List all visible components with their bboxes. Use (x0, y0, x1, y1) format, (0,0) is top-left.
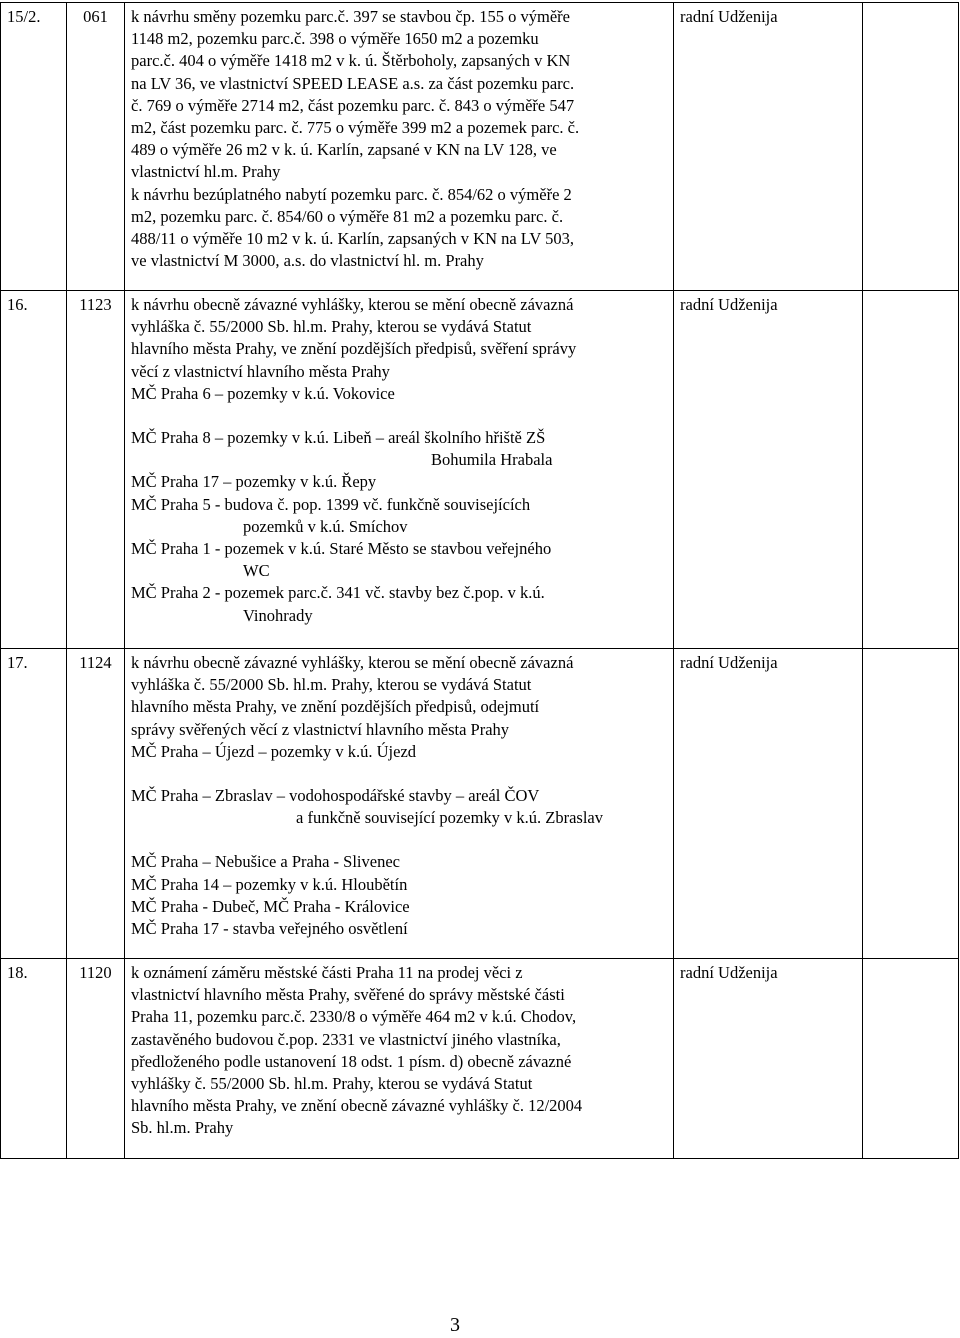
empty-cell (863, 291, 959, 649)
desc-line: k návrhu obecně závazné vyhlášky, kterou se mění obecně závazná (131, 653, 574, 672)
desc-line: Bohumila Hrabala (431, 450, 553, 470)
item-number: 17. (1, 649, 67, 959)
desc-line: k oznámení záměru městské části Praha 11 na prodej věci z (131, 963, 523, 982)
agenda-row (1, 3, 959, 291)
desc-line: a funkčně související pozemky v k.ú. Zbraslav (296, 808, 603, 828)
desc-line: m2, část pozemku parc. č. 775 o výměře 399 m2 a pozemek parc. č. (131, 118, 580, 138)
item-number: 16. (1, 291, 67, 649)
desc-line: Praha 11, pozemku parc.č. 2330/8 o výměře 464 m2 v k.ú. Chodov, (131, 1007, 577, 1027)
desc-line: MČ Praha – Nebušice a Praha - Slivenec (131, 852, 400, 872)
page-number: 3 (450, 1314, 460, 1336)
desc-line: MČ Praha 8 – pozemky v k.ú. Libeň – areál školního hřiště ZŠ (131, 428, 546, 448)
empty-cell (863, 3, 959, 291)
desc-line: Sb. hl.m. Prahy (131, 1118, 234, 1138)
desc-line: hlavního města Prahy, ve znění pozdějších předpisů, odejmutí (131, 697, 540, 717)
desc-line: vlastnictví hl.m. Prahy (131, 162, 281, 182)
desc-line: MČ Praha 5 - budova č. pop. 1399 vč. funkčně souvisejících (131, 494, 531, 514)
desc-line: MČ Praha – Újezd – pozemky v k.ú. Újezd (131, 741, 417, 761)
desc-line: m2, pozemku parc. č. 854/60 o výměře 81 m2 a pozemku parc. č. (131, 206, 564, 226)
desc-line: věcí z vlastnictví hlavního města Prahy (131, 361, 390, 381)
desc-line: 489 o výměře 26 m2 v k. ú. Karlín, zapsané v KN na LV 128, ve (131, 140, 557, 160)
agenda-row (1, 291, 959, 649)
agenda-table (0, 2, 959, 1159)
desc-line: MČ Praha 17 - stavba veřejného osvětlení (131, 919, 408, 939)
print-code: 1120 (67, 959, 125, 1159)
desc-line: 1148 m2, pozemku parc.č. 398 o výměře 1650 m2 a pozemku (131, 29, 539, 49)
desc-line: k návrhu bezúplatného nabytí pozemku parc. č. 854/62 o výměře 2 (131, 184, 572, 204)
desc-line: WC (243, 561, 270, 581)
desc-line: ve vlastnictví M 3000, a.s. do vlastnictví hl. m. Prahy (131, 251, 484, 271)
desc-line: pozemků v k.ú. Smíchov (243, 516, 408, 536)
desc-line: MČ Praha 2 - pozemek parc.č. 341 vč. stavby bez č.pop. v k.ú. (131, 583, 545, 603)
presenter: radní Udženija (674, 291, 863, 649)
desc-line: MČ Praha 17 – pozemky v k.ú. Řepy (131, 472, 377, 492)
item-description (125, 3, 674, 291)
desc-line: Vinohrady (243, 605, 313, 625)
empty-cell (863, 649, 959, 959)
desc-line: předloženého podle ustanovení 18 odst. 1 písm. d) obecně závazné (131, 1051, 572, 1071)
desc-line: č. 769 o výměře 2714 m2, část pozemku parc. č. 843 o výměře 547 (131, 95, 575, 115)
desc-line: MČ Praha 6 – pozemky v k.ú. Vokovice (131, 383, 395, 403)
print-code: 1123 (67, 291, 125, 649)
item-description (125, 291, 674, 649)
presenter: radní Udženija (674, 3, 863, 291)
item-number: 18. (1, 959, 67, 1159)
item-description (125, 649, 674, 959)
desc-line: vyhláška č. 55/2000 Sb. hl.m. Prahy, kterou se vydává Statut (131, 317, 532, 337)
desc-line: hlavního města Prahy, ve znění obecně závazné vyhlášky č. 12/2004 (131, 1096, 583, 1116)
print-code: 1124 (67, 649, 125, 959)
desc-line: parc.č. 404 o výměře 1418 m2 v k. ú. Štěrboholy, zapsaných v KN (131, 51, 571, 71)
agenda-row (1, 649, 959, 959)
presenter: radní Udženija (674, 959, 863, 1159)
agenda-row (1, 959, 959, 1159)
item-description (125, 959, 674, 1159)
desc-line: vyhláška č. 55/2000 Sb. hl.m. Prahy, kterou se vydává Statut (131, 675, 532, 695)
desc-line: na LV 36, ve vlastnictví SPEED LEASE a.s. za část pozemku parc. (131, 73, 575, 93)
blank-line (131, 829, 667, 851)
desc-line: zastavěného budovou č.pop. 2331 ve vlastnictví jiného vlastníka, (131, 1029, 561, 1049)
desc-line: správy svěřených věcí z vlastnictví hlavního města Prahy (131, 719, 510, 739)
print-code: 061 (67, 3, 125, 291)
blank-line (131, 763, 667, 785)
desc-line: vlastnictví hlavního města Prahy, svěřené do správy městské části (131, 985, 565, 1005)
desc-line: MČ Praha – Zbraslav – vodohospodářské stavby – areál ČOV (131, 786, 540, 806)
desc-line: MČ Praha 1 - pozemek v k.ú. Staré Město se stavbou veřejného (131, 539, 552, 559)
desc-line: MČ Praha 14 – pozemky v k.ú. Hloubětín (131, 874, 408, 894)
desc-line: MČ Praha - Dubeč, MČ Praha - Královice (131, 896, 410, 916)
presenter: radní Udženija (674, 649, 863, 959)
desc-line: k návrhu směny pozemku parc.č. 397 se stavbou čp. 155 o výměře (131, 7, 570, 26)
empty-cell (863, 959, 959, 1159)
desc-line: 488/11 o výměře 10 m2 v k. ú. Karlín, zapsaných v KN na LV 503, (131, 229, 574, 249)
desc-line: vyhlášky č. 55/2000 Sb. hl.m. Prahy, kterou se vydává Statut (131, 1074, 533, 1094)
desc-line: hlavního města Prahy, ve znění pozdějších předpisů, svěření správy (131, 339, 577, 359)
desc-line: k návrhu obecně závazné vyhlášky, kterou se mění obecně závazná (131, 295, 574, 314)
item-number: 15/2. (1, 3, 67, 291)
blank-line (131, 405, 667, 427)
